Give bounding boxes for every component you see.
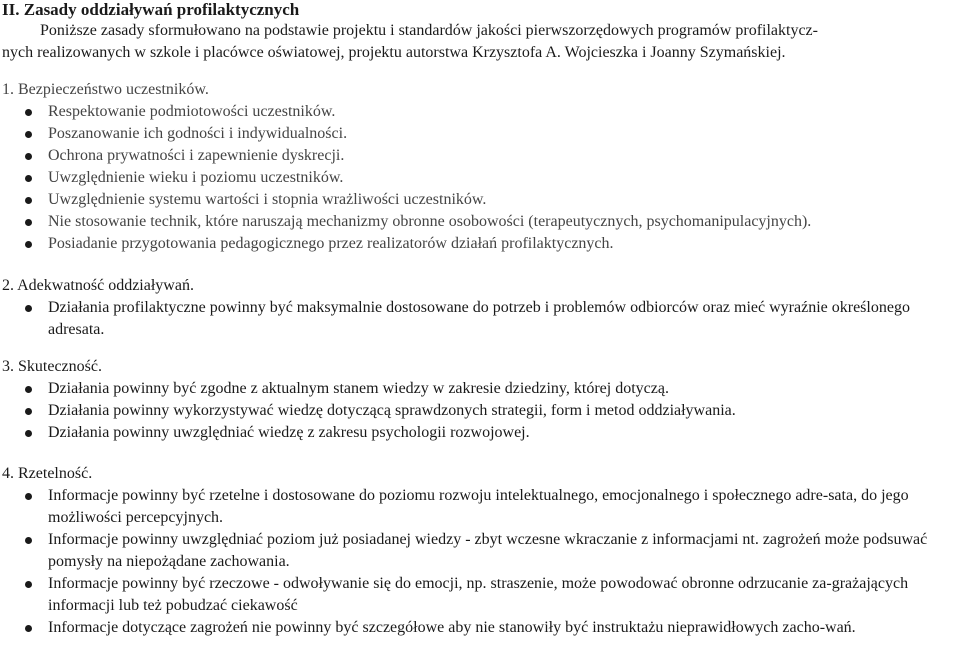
- bullet-icon: [25, 153, 32, 160]
- list-item: [0, 297, 958, 341]
- list-item-text: Uwzględnienie wieku i poziomu uczestników.: [48, 169, 344, 186]
- list-item: [0, 422, 958, 444]
- list-item: [0, 400, 958, 422]
- list-item-text: Posiadanie przygotowania pedagogicznego przez realizatorów działań profilaktycznych.: [48, 235, 614, 252]
- bullet-icon: [25, 241, 32, 248]
- list-item: [0, 211, 958, 233]
- section-3-list: [0, 378, 958, 444]
- bullet-icon: [25, 197, 32, 204]
- bullet-icon: [25, 175, 32, 182]
- intro-line-2: nych realizowanych w szkole i placówce oświatowej, projektu autorstwa Krzysztofa A. Wojcieszka i Joanny Szymańskiej.: [2, 44, 786, 61]
- section-4-list: [0, 485, 958, 639]
- list-item-text: Informacje powinny być rzetelne i dostosowane do poziomu rozwoju intelektualnego, emocjonalnego i społecznego adre-sata, do jego możliwości percepcyjnych.: [48, 487, 909, 526]
- list-item: [0, 101, 958, 123]
- list-item: [0, 233, 958, 255]
- list-item-text: Informacje dotyczące zagrożeń nie powinny być szczegółowe aby nie stanowiły być instruktażu nieprawidłowych zacho-wań.: [48, 619, 856, 636]
- section-title-adekwatnosc: 2. Adekwatność oddziaływań.: [2, 277, 194, 294]
- list-item: [0, 485, 958, 529]
- list-item-text: Respektowanie podmiotowości uczestników.: [48, 103, 336, 120]
- chapter-heading: II. Zasady oddziaływań profilaktycznych: [2, 0, 300, 19]
- list-item-text: Informacje powinny być rzeczowe - odwoływanie się do emocji, np. straszenie, może powodować obronne odrzucanie za-grażających informacji lub też pobudzać ciekawość: [48, 575, 909, 614]
- section-title-bezpieczenstwo: 1. Bezpieczeństwo uczestników.: [2, 81, 209, 98]
- list-item-text: Poszanowanie ich godności i indywidualności.: [48, 125, 348, 142]
- bullet-icon: [25, 219, 32, 226]
- list-item-text: Uwzględnienie systemu wartości i stopnia wrażliwości uczestników.: [48, 191, 487, 208]
- list-item-text: Działania powinny uwzględniać wiedzę z zakresu psychologii rozwojowej.: [48, 424, 530, 441]
- bullet-icon: [25, 386, 32, 393]
- list-item: [0, 378, 958, 400]
- bullet-icon: [25, 430, 32, 437]
- bullet-icon: [25, 109, 32, 116]
- section-title-rzetelnosc: 4. Rzetelność.: [2, 465, 93, 482]
- list-item-text: Nie stosowanie technik, które naruszają mechanizmy obronne osobowości (terapeutycznych, psychomanipulacyjnych).: [48, 213, 812, 230]
- list-item: [0, 573, 958, 617]
- bullet-icon: [25, 581, 32, 588]
- list-item-text: Działania powinny być zgodne z aktualnym stanem wiedzy w zakresie dziedziny, której dotyczą.: [48, 380, 669, 397]
- section-2-list: [0, 297, 958, 341]
- list-item-text: Działania powinny wykorzystywać wiedzę dotyczącą sprawdzonych strategii, form i metod oddziaływania.: [48, 402, 736, 419]
- list-item: [0, 123, 958, 145]
- intro-paragraph: [2, 20, 957, 64]
- bullet-icon: [25, 305, 32, 312]
- list-item-text: Działania profilaktyczne powinny być maksymalnie dostosowane do potrzeb i problemów odbiorców oraz mieć wyraźnie określonego adresata.: [48, 299, 910, 338]
- list-item: [0, 167, 958, 189]
- bullet-icon: [25, 131, 32, 138]
- list-item: [0, 617, 958, 639]
- bullet-icon: [25, 408, 32, 415]
- bullet-icon: [25, 493, 32, 500]
- list-item-text: Ochrona prywatności i zapewnienie dyskrecji.: [48, 147, 345, 164]
- list-item-text: Informacje powinny uwzględniać poziom już posiadanej wiedzy - zbyt wczesne wkraczanie z informacjami nt. zagrożeń może podsuwać pomysły na niepożądane zachowania.: [48, 531, 928, 570]
- bullet-icon: [25, 625, 32, 632]
- bullet-icon: [25, 537, 32, 544]
- list-item: [0, 189, 958, 211]
- list-item: [0, 529, 958, 573]
- section-1-list: [0, 101, 958, 255]
- section-title-skutecznosc: 3. Skuteczność.: [2, 358, 102, 375]
- intro-line-1: Poniższe zasady sformułowano na podstawie projektu i standardów jakości pierwszorzędowych programów profilaktycz-: [40, 22, 818, 39]
- list-item: [0, 145, 958, 167]
